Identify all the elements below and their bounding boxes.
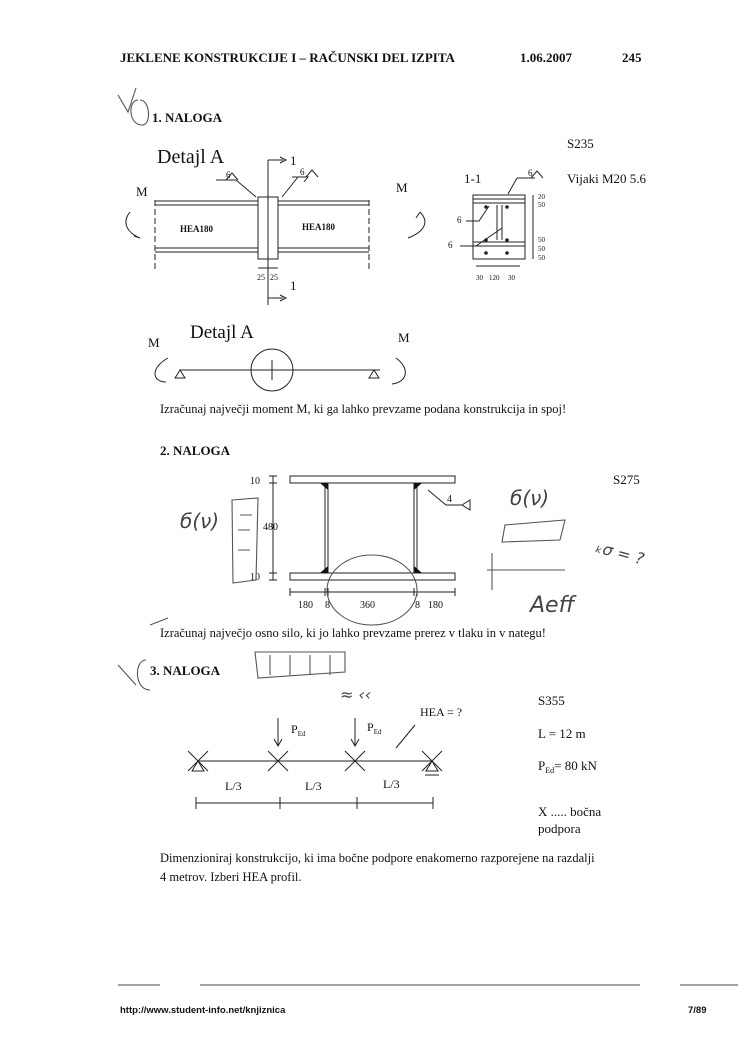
- dim-20: 20: [538, 193, 545, 201]
- task1-question: Izračunaj največji moment M, ki ga lahko prevzame podana konstrukcija in spoj!: [160, 402, 567, 416]
- bolts-spec: Vijaki M20 5.6: [567, 171, 647, 186]
- dim-120: 120: [489, 274, 500, 282]
- material-s235: S235: [567, 136, 594, 151]
- footer-url[interactable]: http://www.student-info.net/knjiznica: [120, 1005, 286, 1016]
- weld-size: 6: [226, 170, 231, 180]
- handwritten-sigma: б(ν): [510, 486, 550, 510]
- moment-right-label: M: [396, 180, 408, 195]
- moment-right: M: [398, 330, 410, 345]
- section-label: 1-1: [464, 171, 482, 186]
- task3-question-line2: 4 metrov. Izberi HEA profil.: [160, 870, 302, 884]
- legend-line2: podpora: [538, 821, 581, 836]
- force-value: $P_{Ed}= 80$ kN: [538, 758, 597, 775]
- profile-left: HEA180: [180, 224, 214, 234]
- moment-left: M: [148, 335, 160, 350]
- header-date: 1.06.2007: [520, 50, 572, 65]
- dim-8: 8: [415, 600, 420, 611]
- moment-left-label: M: [136, 184, 148, 199]
- dim-180: 180: [298, 600, 313, 611]
- dim-50: 50: [538, 201, 545, 209]
- material-s355: S355: [538, 693, 565, 708]
- dim-50: 50: [538, 245, 545, 253]
- dim-360: 360: [360, 600, 375, 611]
- span-label: L/3: [383, 777, 400, 791]
- span-label: L/3: [225, 779, 242, 793]
- handwritten-check-mark: [118, 660, 150, 690]
- task2-heading: 2. NALOGA: [160, 443, 231, 458]
- dim-30: 30: [476, 274, 483, 282]
- header-number: 245: [622, 50, 642, 65]
- profile-right: HEA180: [302, 222, 336, 232]
- dim-8: 8: [325, 600, 330, 611]
- span-label: L/3: [305, 779, 322, 793]
- weld-size: 6: [448, 240, 453, 250]
- dim-10: 10: [250, 572, 260, 583]
- task2-question: Izračunaj največjo osno silo, ki jo lahko prevzame prerez v tlaku in v nategu!: [160, 626, 546, 640]
- task3-question-line1: Dimenzioniraj konstrukcijo, ki ima bočne podpore enakomerno razporejene na razdalji: [160, 851, 595, 865]
- task3-heading: 3. NALOGA: [150, 663, 221, 678]
- dim-50: 50: [538, 254, 545, 262]
- detail-title-2: Detajl A: [190, 322, 254, 343]
- section-mark-top: 1: [290, 153, 297, 168]
- weld-size: 6: [457, 215, 462, 225]
- section-mark-bottom: 1: [290, 278, 297, 293]
- task3-beam-diagram: [188, 705, 462, 809]
- legend-line1: X ..... bočna: [538, 804, 602, 819]
- weld-size: 6: [300, 167, 305, 177]
- weld-size: 4: [447, 494, 452, 505]
- hea-question: HEA = ?: [420, 705, 463, 719]
- handwritten-note: [255, 652, 345, 678]
- handwritten-k-sigma: ₖσ = ?: [593, 537, 647, 569]
- task2-section-drawing: [250, 472, 640, 611]
- dim-480: 480: [263, 522, 278, 533]
- dim-25: 25: [270, 273, 278, 282]
- header-title: JEKLENE KONSTRUKCIJE I – RAČUNSKI DEL IZPITA: [120, 50, 455, 65]
- dim-180: 180: [428, 600, 443, 611]
- handwritten-check-mark: [118, 88, 149, 125]
- task1-beam-scheme: [148, 322, 410, 391]
- dim-10: 10: [250, 476, 260, 487]
- weld-size: 6: [528, 168, 533, 178]
- handwritten-note: ≈ ‹‹: [340, 685, 372, 704]
- load-label: $P_{Ed}$: [367, 720, 382, 736]
- material-s275: S275: [613, 472, 640, 487]
- handwritten-stroke: [150, 618, 168, 625]
- load-label: $P_{Ed}$: [291, 722, 306, 738]
- handwritten-aeff: Aeff: [530, 593, 575, 618]
- dim-25: 25: [257, 273, 265, 282]
- handwritten-notes-task2: [180, 486, 647, 625]
- task1-detail-drawing: [126, 136, 647, 305]
- dim-50: 50: [538, 236, 545, 244]
- detail-title: Detajl A: [157, 146, 225, 168]
- length-value: L = 12 m: [538, 726, 586, 741]
- handwritten-sigma: б(ν): [180, 509, 220, 533]
- footer-page: 7/89: [688, 1005, 707, 1016]
- dim-30: 30: [508, 274, 515, 282]
- task1-heading: 1. NALOGA: [152, 110, 223, 125]
